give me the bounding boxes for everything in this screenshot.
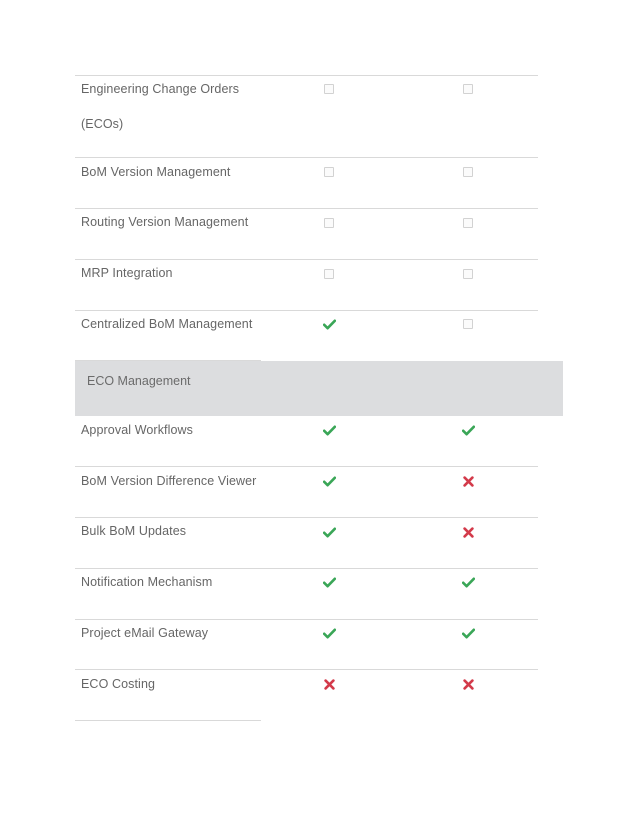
check-icon [461, 575, 475, 589]
cross-icon [461, 474, 475, 488]
check-icon [322, 575, 336, 589]
table-divider [75, 157, 538, 158]
empty-checkbox-icon [461, 317, 475, 331]
row-label: Notification Mechanism [81, 575, 213, 589]
check-icon [461, 423, 475, 437]
row-label: BoM Version Management [81, 165, 231, 179]
check-icon [322, 423, 336, 437]
empty-checkbox-icon [461, 165, 475, 179]
check-icon [322, 626, 336, 640]
table-divider [75, 619, 538, 620]
table-divider [75, 517, 538, 518]
row-label-continued: (ECOs) [81, 117, 124, 131]
empty-checkbox-icon [322, 165, 336, 179]
empty-checkbox-icon [461, 267, 475, 281]
empty-checkbox-icon [322, 267, 336, 281]
table-divider [75, 208, 538, 209]
check-icon [322, 317, 336, 331]
check-icon [322, 525, 336, 539]
row-label: Approval Workflows [81, 423, 194, 437]
check-icon [461, 626, 475, 640]
empty-checkbox-icon [461, 216, 475, 230]
row-label: ECO Costing [81, 677, 156, 691]
cross-icon [461, 525, 475, 539]
empty-checkbox-icon [461, 82, 475, 96]
check-icon [322, 474, 336, 488]
table-divider [75, 310, 538, 311]
table-divider [75, 75, 538, 76]
cross-icon [461, 677, 475, 691]
row-label: MRP Integration [81, 266, 173, 280]
empty-checkbox-icon [322, 82, 336, 96]
row-label: BoM Version Difference Viewer [81, 474, 257, 488]
row-label: Engineering Change Orders [81, 82, 240, 96]
table-divider [75, 720, 261, 721]
row-label: Routing Version Management [81, 215, 249, 229]
section-heading: ECO Management [87, 374, 191, 388]
table-divider [75, 568, 538, 569]
table-divider [75, 466, 538, 467]
empty-checkbox-icon [322, 216, 336, 230]
row-label: Bulk BoM Updates [81, 524, 187, 538]
row-label: Project eMail Gateway [81, 626, 209, 640]
table-divider [75, 669, 538, 670]
cross-icon [322, 677, 336, 691]
table-divider [75, 259, 538, 260]
row-label: Centralized BoM Management [81, 317, 253, 331]
